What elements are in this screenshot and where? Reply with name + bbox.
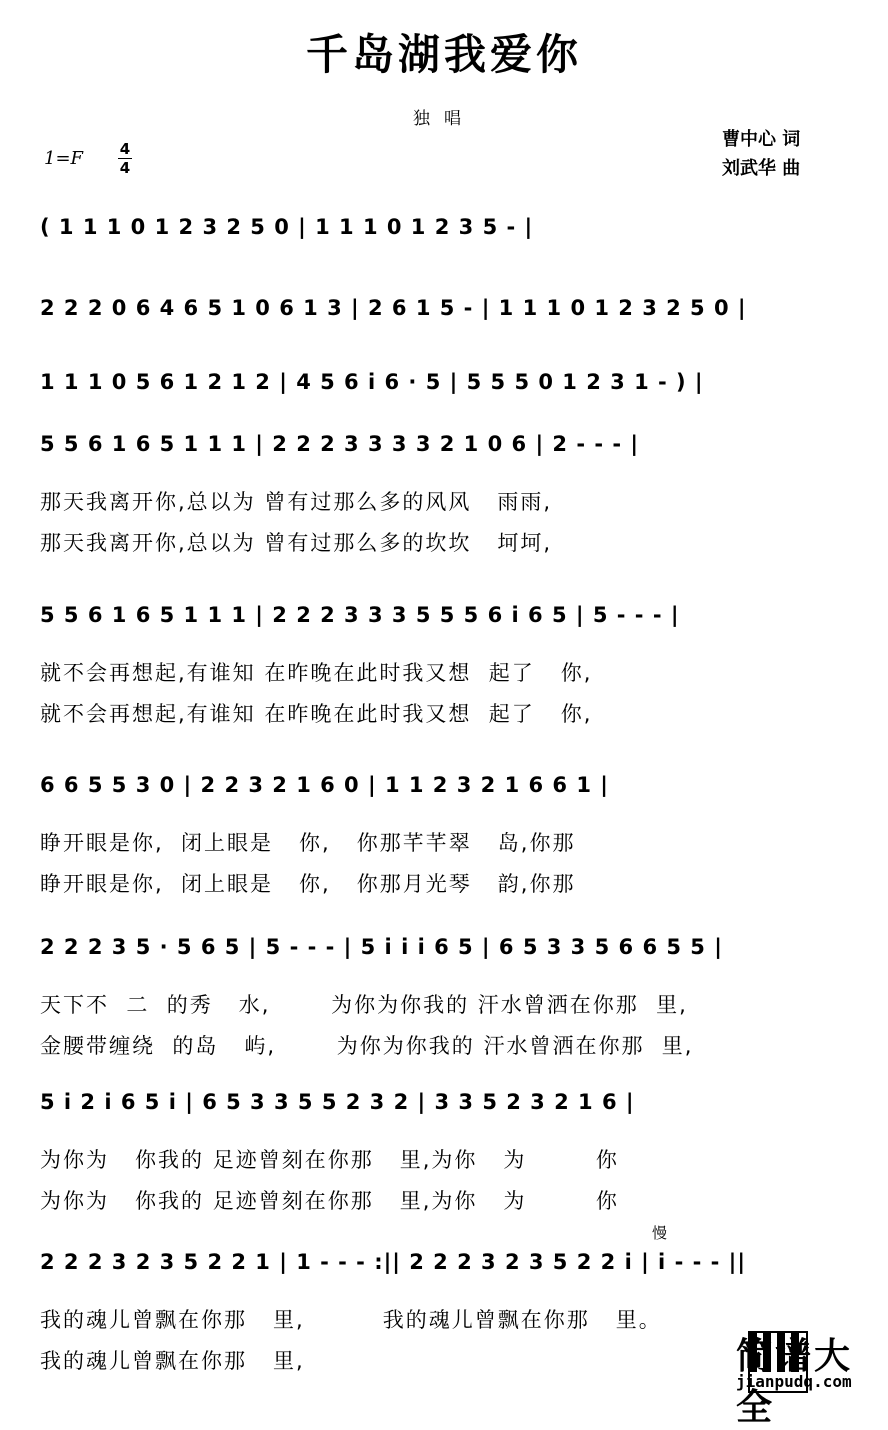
- lyric-line: 就不会再想起,有谁知 在昨晚在此时我又想 起了 你,: [40, 702, 593, 726]
- notation-line: 6 6 5 5 3 0 | 2 2 3 2 1 6 0 | 1 1 2 3 2 1 6 6 1 |: [40, 773, 609, 797]
- time-signature-top: 4: [119, 140, 131, 158]
- notation-line: ( 1 1 1 0 1 2 3 2 5 0 | 1 1 1 0 1 2 3 5 - |: [40, 215, 534, 239]
- lyric-line: 那天我离开你,总以为 曾有过那么多的风风 雨雨,: [40, 490, 553, 514]
- time-signature: [118, 140, 132, 177]
- notation-line: 1 1 1 0 5 6 1 2 1 2 | 4 5 6 i 6 · 5 | 5 5 5 0 1 2 3 1 - ) |: [40, 370, 704, 394]
- credits: [722, 125, 800, 183]
- lyric-line: 天下不 二 的秀 水, 为你为你我的 汗水曾洒在你那 里,: [40, 993, 688, 1017]
- lyric-line: 睁开眼是你, 闭上眼是 你, 你那月光琴 韵,你那: [40, 872, 576, 896]
- watermark-text: 简谱大全: [736, 1336, 854, 1428]
- lyric-line: 为你为 你我的 足迹曾刻在你那 里,为你 为 你: [40, 1189, 619, 1213]
- notation-line: 2 2 2 3 5 · 5 6 5 | 5 - - - | 5 i i i 6 5 | 6 5 3 3 5 6 6 5 5 |: [40, 935, 723, 959]
- notation-line: 2 2 2 0 6 4 6 5 1 0 6 1 3 | 2 6 1 5 - | 1 1 1 0 1 2 3 2 5 0 |: [40, 296, 747, 320]
- lyric-line: 我的魂儿曾飘在你那 里, 我的魂儿曾飘在你那 里。: [40, 1308, 662, 1332]
- lyric-line: 我的魂儿曾飘在你那 里,: [40, 1349, 305, 1373]
- time-signature-bottom: 4: [119, 159, 131, 177]
- notation-line: 5 5 6 1 6 5 1 1 1 | 2 2 2 3 3 3 5 5 5 6 i 6 5 | 5 - - - |: [40, 603, 680, 627]
- tempo-mark: 慢: [652, 1224, 668, 1242]
- lyricist: 曹中心 词: [722, 129, 801, 150]
- song-title: 千岛湖我爱你: [305, 30, 582, 79]
- lyric-line: 睁开眼是你, 闭上眼是 你, 你那芊芊翠 岛,你那: [40, 831, 576, 855]
- composer: 刘武华 曲: [722, 158, 801, 179]
- lyric-line: 为你为 你我的 足迹曾刻在你那 里,为你 为 你: [40, 1148, 619, 1172]
- lyric-line: 就不会再想起,有谁知 在昨晚在此时我又想 起了 你,: [40, 661, 593, 685]
- lyric-line: 那天我离开你,总以为 曾有过那么多的坎坎 坷坷,: [40, 531, 553, 555]
- watermark-url: jianpudq.com: [736, 1372, 852, 1391]
- performance-type: 独唱: [413, 109, 475, 129]
- notation-line: 5 5 6 1 6 5 1 1 1 | 2 2 2 3 3 3 3 2 1 0 6 | 2 - - - |: [40, 432, 640, 456]
- notation-line: 5 i 2 i 6 5 i | 6 5 3 3 5 5 2 3 2 | 3 3 5 2 3 2 1 6 |: [40, 1090, 635, 1114]
- notation-line: 2 2 2 3 2 3 5 2 2 1 | 1 - - - :|| 2 2 2 3 2 3 5 2 2 i | i - - - ||: [40, 1250, 746, 1274]
- lyric-line: 金腰带缠绕 的岛 屿, 为你为你我的 汗水曾洒在你那 里,: [40, 1034, 694, 1058]
- key-signature: 1=F: [44, 148, 84, 169]
